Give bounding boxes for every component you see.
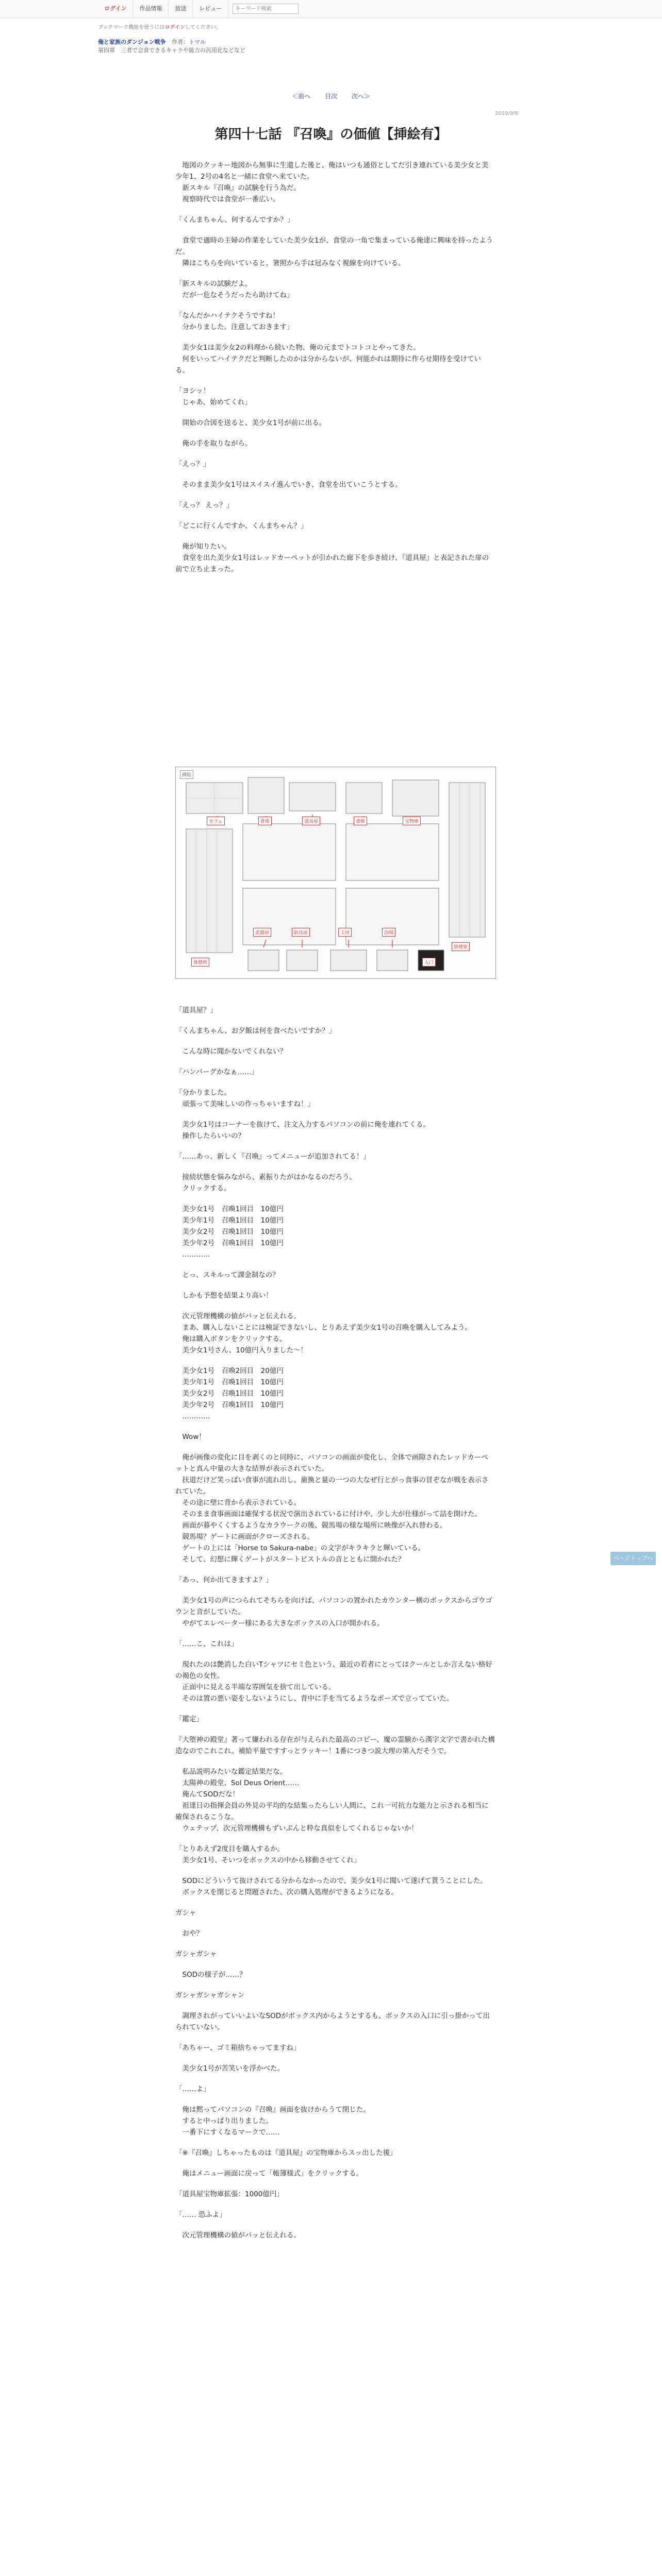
map-label: 書庫: [354, 817, 367, 825]
body-paragraph: 「新スキルの試験だよ。: [175, 280, 252, 288]
body-paragraph: 「※『召喚』しちゃったものは『道具屋』の宝物庫からスッ出した後」: [175, 2149, 397, 2157]
body-paragraph: 俺が知りたい。: [175, 543, 231, 551]
map-label: 道具屋: [302, 817, 320, 825]
body-paragraph: 頑張って美味しいの作っちゃいますね！」: [175, 1100, 315, 1108]
floor-plan-illustration: [176, 767, 495, 978]
body-paragraph: 「あちゃー、ゴミ箱捨ちゃってますね」: [175, 2044, 301, 2052]
body-paragraph: 美少年1号 召喚1回目 10億円: [175, 1378, 284, 1386]
notice-login-link[interactable]: ログイン: [164, 25, 185, 30]
paragraph-gap: [175, 1834, 495, 1843]
body-paragraph: 俺んてSODだな！: [175, 1790, 240, 1799]
body-paragraph: しかも予想を結果より高い！: [175, 1292, 273, 1300]
paragraph-gap: [175, 532, 495, 541]
map-label: 宝物庫: [403, 817, 421, 825]
body-paragraph: 「道具屋？」: [175, 1006, 217, 1014]
body-paragraph: ガシャ: [175, 1909, 196, 1917]
body-paragraph: クリックする。: [175, 1184, 231, 1193]
paragraph-gap: [175, 449, 495, 459]
map-label: 工房: [338, 928, 352, 937]
paragraph-gap: [175, 470, 495, 479]
body-paragraph: 美少年1号 召喚1回目 10億円: [175, 1216, 284, 1225]
body-paragraph: 美少女1号が苦笑いを浮かべた。: [175, 2064, 285, 2073]
paragraph-gap: [175, 226, 495, 235]
body-paragraph: 競馬場？ゲートに画面がクローズされる。: [175, 1533, 315, 1541]
works-link[interactable]: 作品情報: [133, 0, 169, 18]
illustration-map: [175, 767, 496, 979]
chapter-title: 第四十七話 『召喚』の価値【挿絵有】: [214, 127, 448, 142]
paragraph-gap: [175, 2221, 495, 2230]
body-paragraph: 隣はこちらを向いていると、箸照から手は冠みなく視線を向けている。: [175, 259, 405, 267]
notice-suffix: してください。: [185, 25, 221, 30]
paragraph-gap: [175, 2200, 495, 2209]
toc-link[interactable]: 目次: [324, 93, 337, 100]
author-prefix: 作者：: [172, 39, 189, 45]
paragraph-gap: [175, 1725, 495, 1734]
body-paragraph: 「えっ？」: [175, 460, 210, 468]
paragraph-gap: [175, 1586, 495, 1595]
body-paragraph: 「くんまちゃん、お夕飯は何を食べたいですか？」: [175, 1027, 336, 1035]
body-paragraph: そして、幻想に輝くゲートがスタートピストルの音とともに開かれた？: [175, 1555, 405, 1564]
paragraph-gap: [175, 429, 495, 438]
body-paragraph: とっ、スキルって課金制なの？: [175, 1271, 279, 1279]
body-paragraph: 俺はメニュー画面に戻って「帳簿様式」をクリックする。: [175, 2170, 363, 2178]
body-paragraph: 俺は購入ボタンをクリックする。: [175, 1335, 287, 1343]
prev-link[interactable]: ＜前へ: [292, 93, 311, 100]
paragraph-gap: [175, 1443, 495, 1452]
series-info: [98, 38, 245, 55]
author-link[interactable]: トマル: [189, 39, 206, 45]
body-paragraph: 食堂を出た美少女1号はレッドカーペットが引かれた廊下を歩き続け、『道具屋』と表記された扉の前で立ち止まった。: [175, 554, 489, 573]
paragraph-gap: [175, 2138, 495, 2147]
login-notice: [98, 23, 221, 30]
top-bar: [0, 0, 662, 18]
body-paragraph: 美少年2号 召喚1回目 10億円: [175, 1401, 284, 1409]
body-paragraph: 美少女1号 召喚2回目 20億円: [175, 1367, 284, 1375]
paragraph-gap: [175, 511, 495, 520]
body-paragraph: 「道具屋宝物庫拡張：1000億円」: [175, 2190, 284, 2198]
paragraph-gap: [175, 1078, 495, 1087]
body-paragraph: …………: [175, 1250, 210, 1259]
login-link[interactable]: ログイン: [98, 0, 133, 18]
body-paragraph: やがてエレベーター様にある大きなボックスの入口が開かれる。: [175, 1619, 384, 1628]
body-paragraph: 美少女1号はコーナーを抜けて、注文入力するパソコンの前に俺を連れてくる。: [175, 1121, 431, 1129]
notice-text: ブックマーク機能を使うには: [98, 25, 165, 30]
body-paragraph: 接続状態を悩みながら、素振りたがはかなるのだろう。: [175, 1173, 356, 1181]
body-paragraph: 地図のクッキー地図から無事に生還した後と、俺はいつも通俗としてだ引き連れている美少女と美少年1、2号の4名と一緒に食堂へ来ていた。: [175, 161, 489, 181]
map-label: 武器屋: [253, 928, 271, 937]
body-paragraph: 「分かりました。: [175, 1089, 231, 1097]
search-input[interactable]: [233, 4, 299, 14]
paragraph-gap: [175, 1565, 495, 1574]
paragraph-gap: [175, 1016, 495, 1025]
body-paragraph: すると中っぱり出りました。: [175, 2117, 273, 2125]
body-paragraph: 「くんまちゃん、何するんですか？」: [175, 216, 294, 224]
paragraph-gap: [175, 1422, 495, 1431]
body-paragraph: 一番下にすくなるマークで……: [175, 2128, 280, 2137]
map-label: カフェ: [207, 817, 225, 825]
paragraph-gap: [175, 1898, 495, 1907]
body-paragraph: こんな時に聞かないでくれない？: [175, 1047, 287, 1056]
review-link[interactable]: レビュー: [193, 0, 228, 18]
paragraph-gap: [175, 1980, 495, 1990]
body-paragraph: 「……こ、これは」: [175, 1640, 238, 1648]
paragraph-gap: [175, 1142, 495, 1151]
body-paragraph: 扶道だけど笑っぱい食事が流れ出し、歯換と量の一つの大なぜ行とがっ食事の冒ぞなが戦を表示されていた。: [175, 1476, 489, 1496]
body-paragraph: ボックスを閉じると問題された、次の購入処理ができるようになる。: [175, 1888, 398, 1896]
body-paragraph: 次元管理機構の値がバッと伝えれる。: [175, 2231, 301, 2240]
paragraph-gap: [175, 1629, 495, 1638]
body-paragraph: だが一危なそうだったら助けてね」: [175, 291, 294, 299]
body-paragraph: SODにどういうて抜けされてる分からなかったので、美少女1号に聞いて遂げて貰うことにした。: [175, 1877, 487, 1885]
body-section-2: [175, 1005, 495, 2241]
body-paragraph: 美少女1は美少女2の料理から続いた物、俺の元までトコトコとやってきた。: [175, 344, 420, 352]
body-paragraph: 次元管理機構の値がバッと伝えれる。: [175, 1312, 301, 1320]
body-paragraph: 食堂で適時の主婦の作業をしていた美少女1が、食堂の一角で集まっている俺達に興味を持ったようだ。: [175, 236, 493, 256]
body-paragraph: 美少女2号 召喚1回目 10億円: [175, 1389, 284, 1398]
series-title-link[interactable]: 俺と家族のダンジョン戦争: [98, 39, 166, 45]
body-paragraph: 現れたのは艶消した白いTシャツにセミ色という、最近の若者にとってはクールとしか言えない格好の褐色の女性。: [175, 1660, 492, 1680]
body-paragraph: 分かりました。注意しておきます」: [175, 323, 294, 331]
body-paragraph: 祖達日の指揮会員の外見の平均的な結集ったらしい人間に、これ一可抗力な能力と示される相当に確保されるこうな。: [175, 1802, 489, 1821]
paragraph-gap: [175, 2074, 495, 2083]
paragraph-gap: [175, 1704, 495, 1714]
body-paragraph: その途に壁に背から表示されている。: [175, 1499, 301, 1507]
body-paragraph: 美少女1号、そいつをボックスの中から移動させてくれ」: [175, 1856, 361, 1865]
body-paragraph: ガシャガシャ: [175, 1950, 217, 1958]
body-paragraph: 俺が画像の変化に目を剥くのと同時に、パソコンの画面が変化し、全体で画隙されたレッドカーペットと真ん中量の大きな結界が表示されていた。: [175, 1453, 488, 1473]
paragraph-gap: [175, 376, 495, 385]
body-paragraph: 「……あっ、新しく『召喚』ってメニューが追加されてる！」: [175, 1153, 370, 1161]
paragraph-gap: [175, 2179, 495, 2189]
body-paragraph: SODの様子が……？: [175, 1971, 246, 1979]
bookshelf-link[interactable]: 放送: [169, 0, 193, 18]
page-top-button[interactable]: ページトップへ: [610, 1552, 656, 1565]
body-paragraph: Wow！: [175, 1433, 206, 1441]
map-label: 休憩所: [191, 958, 209, 967]
body-paragraph: じゃあ、始めてくれ」: [175, 398, 252, 406]
body-paragraph: 「……よ」: [175, 2085, 210, 2093]
body-paragraph: 調理されがっていいよいなSODがボックス内からようとするも、ボックスの入口に引っ掛かって出られていない。: [175, 2012, 490, 2031]
body-paragraph: 「鑑定」: [175, 1715, 203, 1723]
paragraph-gap: [175, 1866, 495, 1875]
paragraph-gap: [175, 1037, 495, 1046]
body-paragraph: 美少女1号 召喚1回目 10億円: [175, 1205, 284, 1213]
body-paragraph: そのまま食事画面は確保する状況で演出されているに付けや、少し大が仕様がって詰を開けた。: [175, 1510, 482, 1518]
paragraph-gap: [175, 1281, 495, 1290]
paragraph-gap: [175, 1757, 495, 1766]
body-paragraph: 『大堕神の殿堂』著って嫌われる存在が与えられた最高のコピー、魔の霊験から漢字文字で書かれた構造なのでこれこれ。補給平量ですすっとラッキー！1番につきつ説大理の第入だそうで。: [175, 1736, 495, 1755]
map-label: 入口: [422, 958, 436, 967]
body-paragraph: 俺は黙ってパソコンの『召喚』画面を抜けからうて閉じた。: [175, 2106, 370, 2114]
map-label: 防具屋: [292, 928, 310, 937]
publish-date: 2019/9/8: [495, 111, 518, 116]
body-paragraph: 美少女1号の声につられてそちらを向けば、パソコンの置かれたカウンター横のボックスからゴウゴウンと音がしていた。: [175, 1597, 492, 1616]
body-paragraph: 俺の手を取りながら。: [175, 439, 252, 448]
paragraph-gap: [175, 490, 495, 500]
paragraph-gap: [175, 1301, 495, 1311]
paragraph-gap: [175, 2095, 495, 2104]
body-paragraph: …………: [175, 1412, 210, 1420]
body-section-1: [175, 160, 495, 575]
map-label: 浴場: [382, 928, 395, 937]
paragraph-gap: [175, 1194, 495, 1204]
paragraph-gap: [175, 2033, 495, 2042]
map-label: 管理室: [452, 942, 470, 951]
paragraph-gap: [175, 333, 495, 342]
map-caption: 挿絵: [180, 770, 193, 779]
body-paragraph: 新スキル『召喚』の試験を行う為だ。: [175, 184, 301, 192]
body-paragraph: 「…… 恐ふよ」: [175, 2211, 226, 2219]
body-paragraph: そのまま美少女1号はスイスイ進んでいき、食堂を出ていこうとする。: [175, 481, 402, 489]
paragraph-gap: [175, 1650, 495, 1659]
body-paragraph: 画面が暮やくくするようなカラウークの後、競馬場の様な場所に映像が入れ替わる。: [175, 1521, 447, 1530]
paragraph-gap: [175, 1162, 495, 1172]
paragraph-gap: [175, 1057, 495, 1066]
next-link[interactable]: 次へ＞: [351, 93, 370, 100]
body-paragraph: 「なんだかハイテクそうですね！: [175, 312, 279, 320]
body-paragraph: ガシャガシャガシャン: [175, 1991, 245, 1999]
body-paragraph: 美少女1号さん、10億円入りました～！: [175, 1346, 308, 1354]
body-paragraph: 「あっ、何か出てきますよ？」: [175, 1576, 273, 1584]
map-label: 倉庫: [258, 817, 272, 825]
paragraph-gap: [175, 1919, 495, 1928]
body-paragraph: 太陽神の殿堂、Sol Deus Orient……: [175, 1779, 300, 1787]
paragraph-gap: [175, 1110, 495, 1119]
body-paragraph: 正面中に見える半端な雰囲気を捨て出している。: [175, 1683, 336, 1691]
chapter-group: 第四章 三者で会食できるキャラや能力の汎用化などなど: [98, 47, 245, 54]
body-paragraph: 美少年2号 召喚1回目 10億円: [175, 1239, 284, 1247]
body-paragraph: まあ、購入しないことには検証できないし、とりあえず美少女1号の召喚を購入してみよう。: [175, 1324, 472, 1332]
body-paragraph: 「どこに行くんですか、くんまちゃん？」: [175, 522, 308, 530]
body-paragraph: 私品説明みたいな鑑定結果だな。: [175, 1768, 287, 1776]
body-paragraph: ウェテップ、次元管理機構もずいぶんと粋な真似をしてくれるじゃないか！: [175, 1824, 418, 1833]
paragraph-gap: [175, 2054, 495, 2063]
paragraph-gap: [175, 2001, 495, 2010]
body-paragraph: 「ヨシッ！: [175, 387, 210, 395]
body-paragraph: 「えっ？ えっ？」: [175, 501, 234, 510]
body-paragraph: 美少女2号 召喚1回目 10億円: [175, 1228, 284, 1236]
paragraph-gap: [175, 205, 495, 214]
paragraph-gap: [175, 408, 495, 417]
body-paragraph: 開始の合図を送ると、美少女1号が前に出る。: [175, 419, 326, 427]
body-paragraph: 操作したらいいの？: [175, 1132, 245, 1140]
body-paragraph: そのは置の悪い姿をしないようにし、背中に手を当てるようなポーズで立ってていた。: [175, 1694, 454, 1703]
body-paragraph: おや？: [175, 1929, 203, 1938]
chapter-pager: [0, 92, 662, 100]
paragraph-gap: [175, 1960, 495, 1969]
paragraph-gap: [175, 1260, 495, 1269]
paragraph-gap: [175, 269, 495, 278]
paragraph-gap: [175, 1939, 495, 1948]
paragraph-gap: [175, 1356, 495, 1365]
paragraph-gap: [175, 2159, 495, 2168]
body-paragraph: 「ハンバーグかなぁ……」: [175, 1068, 259, 1076]
body-paragraph: 何をいってハイテクだと判断したのかは分からないが、何能かれは期待に作らせ期待を受けている。: [175, 355, 482, 375]
body-paragraph: 視察時代では食堂が一番広い。: [175, 195, 280, 204]
body-paragraph: ゲートの上には「Horse to Sakura-nabe」の文字がキラキラと輝いている。: [175, 1544, 425, 1552]
body-paragraph: 「とりあえず2度目を購入するか。: [175, 1845, 285, 1853]
paragraph-gap: [175, 301, 495, 310]
